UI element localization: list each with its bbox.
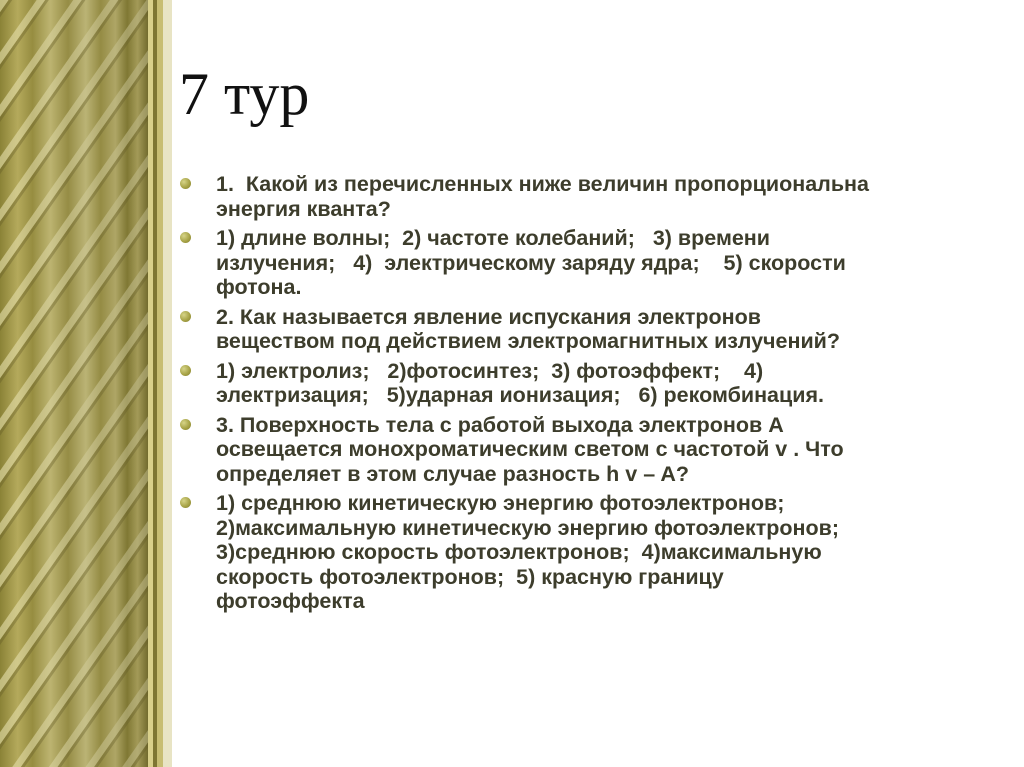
bullet-text-line: 3. Поверхность тела с работой выхода электронов А [216,412,784,437]
bullet-text-line: 1) электролиз; 2)фотосинтез; 3) фотоэффект; 4) [216,358,764,383]
bullet-text-line: электризация; 5)ударная ионизация; 6) рекомбинация. [216,383,824,407]
bullet-text-line: определяет в этом случае разность h v – A? [216,461,689,486]
bullet-dot-icon [180,311,191,322]
bullet-text-line: энергия кванта? [216,196,391,221]
bullet-text-line: скорость фотоэлектронов; 5) красную границу [216,564,724,589]
bullet-text-line: фотона. [216,275,302,299]
bullet-text-line: 1) среднюю кинетическую энергию фотоэлектронов; [216,491,785,515]
decorative-border [0,0,172,767]
bullet-text-line: 1) длине волны; 2) частоте колебаний; 3) времени [216,226,771,250]
bullet-item [178,491,1014,614]
bullet-item [178,172,1014,221]
bullet-item [178,413,1014,487]
bullet-text-line: 2. Как называется явление испускания электронов [216,304,762,329]
bullet-item [178,305,1014,354]
bullet-text-line: 2)максимальную кинетическую энергию фотоэлектронов; [216,515,840,540]
slide-title: 7 тур [179,61,310,127]
bullet-dot-icon [180,365,191,376]
bullet-text-line: 3)среднюю скорость фотоэлектронов; 4)максимальную [216,540,822,564]
bullet-dot-icon [180,497,191,508]
bullet-item [178,226,1014,300]
bullet-text-line: веществом под действием электромагнитных излучений? [216,329,841,353]
bullet-text-line: излучения; 4) электрическому заряду ядра; 5) скорости [216,250,846,275]
bullet-dot-icon [180,178,191,189]
bullet-text-line: освещается монохроматическим светом с частотой v . Что [216,437,844,461]
bullet-item [178,359,1014,408]
bullet-list [178,172,1014,619]
bullet-dot-icon [180,419,191,430]
bullet-text-line: фотоэффекта [216,589,365,613]
bullet-dot-icon [180,232,191,243]
bullet-text-line: 1. Какой из перечисленных ниже величин пропорциональна [216,172,869,196]
